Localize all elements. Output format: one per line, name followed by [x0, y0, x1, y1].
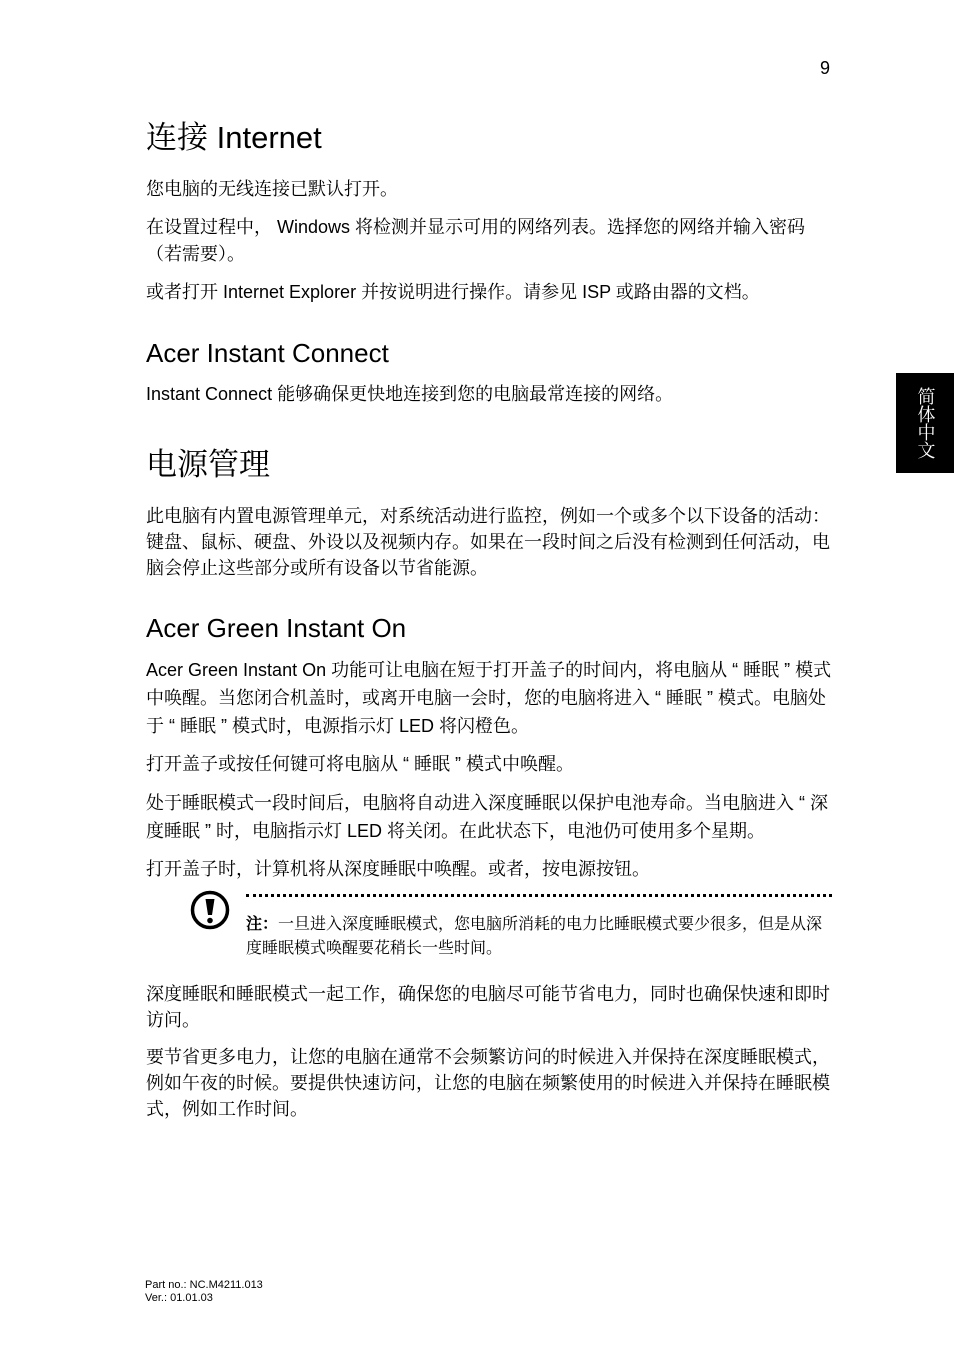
section-title-instant-connect: Acer Instant Connect	[146, 338, 389, 368]
section-title-green-instant-on: Acer Green Instant On	[146, 613, 407, 643]
note-text	[246, 913, 832, 961]
paragraph: 此电脑有内置电源管理单元，对系统活动进行监控，例如一个或多个以下设备的活动：键盘、鼠标、硬盘、外设以及视频内存。如果在一段时间之后没有检测到任何活动，电脑会停止这些部分或所有设备以节省能源。	[146, 506, 830, 578]
paragraph: 打开盖子或按任何键可将电脑从 “ 睡眠 ” 模式中唤醒。	[146, 754, 574, 774]
note-box	[190, 894, 832, 961]
note-body: 一旦进入深度睡眠模式，您电脑所消耗的电力比睡眠模式要少很多，但是从深度睡眠模式唤醒要花稍长一些时间。	[246, 916, 823, 957]
paragraph: 处于睡眠模式一段时间后，电脑将自动进入深度睡眠以保护电池寿命。当电脑进入 “ 深度睡眠 ” 时，电脑指示灯 LED 将关闭。在此状态下，电池仍可使用多个星期。	[146, 793, 828, 841]
paragraph: 您电脑的无线连接已默认打开。	[146, 179, 398, 199]
paragraph: 或者打开 Internet Explorer 并按说明进行操作。请参见 ISP 或路由器的文档。	[146, 282, 760, 302]
part-number: Part no.: NC.M4211.013	[145, 1279, 263, 1291]
note-label: 注：	[246, 916, 279, 933]
paragraph: Instant Connect 能够确保更快地连接到您的电脑最常连接的网络。	[146, 384, 674, 404]
page-number: 9	[819, 58, 830, 78]
section-title-internet: 连接 Internet	[146, 120, 322, 155]
exclamation-icon	[190, 890, 230, 930]
page-content	[146, 118, 832, 1133]
note-divider	[246, 894, 832, 897]
paragraph: 打开盖子时，计算机将从深度睡眠中唤醒。或者，按电源按钮。	[146, 859, 650, 879]
paragraph: Acer Green Instant On 功能可让电脑在短于打开盖子的时间内，将电脑从 “ 睡眠 ” 模式中唤醒。当您闭合机盖时，或离开电脑一会时，您的电脑将进入 “ 睡眠 ” 模式。电脑处于 “ 睡眠 ” 模式时，电源指示灯 LED 将闪橙色。	[146, 660, 832, 736]
section-title-power: 电源管理	[146, 447, 270, 482]
paragraph: 在设置过程中， Windows 将检测并显示可用的网络列表。选择您的网络并输入密码 （若需要）。	[146, 217, 806, 264]
language-tab: 简体中文	[896, 373, 954, 473]
version: Ver.: 01.01.03	[145, 1292, 213, 1304]
footer	[145, 1279, 263, 1305]
paragraph: 深度睡眠和睡眠模式一起工作，确保您的电脑尽可能节省电力，同时也确保快速和即时访问。	[146, 984, 830, 1030]
paragraph: 要节省更多电力，让您的电脑在通常不会频繁访问的时候进入并保持在深度睡眠模式，例如午夜的时候。要提供快速访问，让您的电脑在频繁使用的时候进入并保持在睡眠模式，例如工作时间。	[146, 1047, 830, 1119]
